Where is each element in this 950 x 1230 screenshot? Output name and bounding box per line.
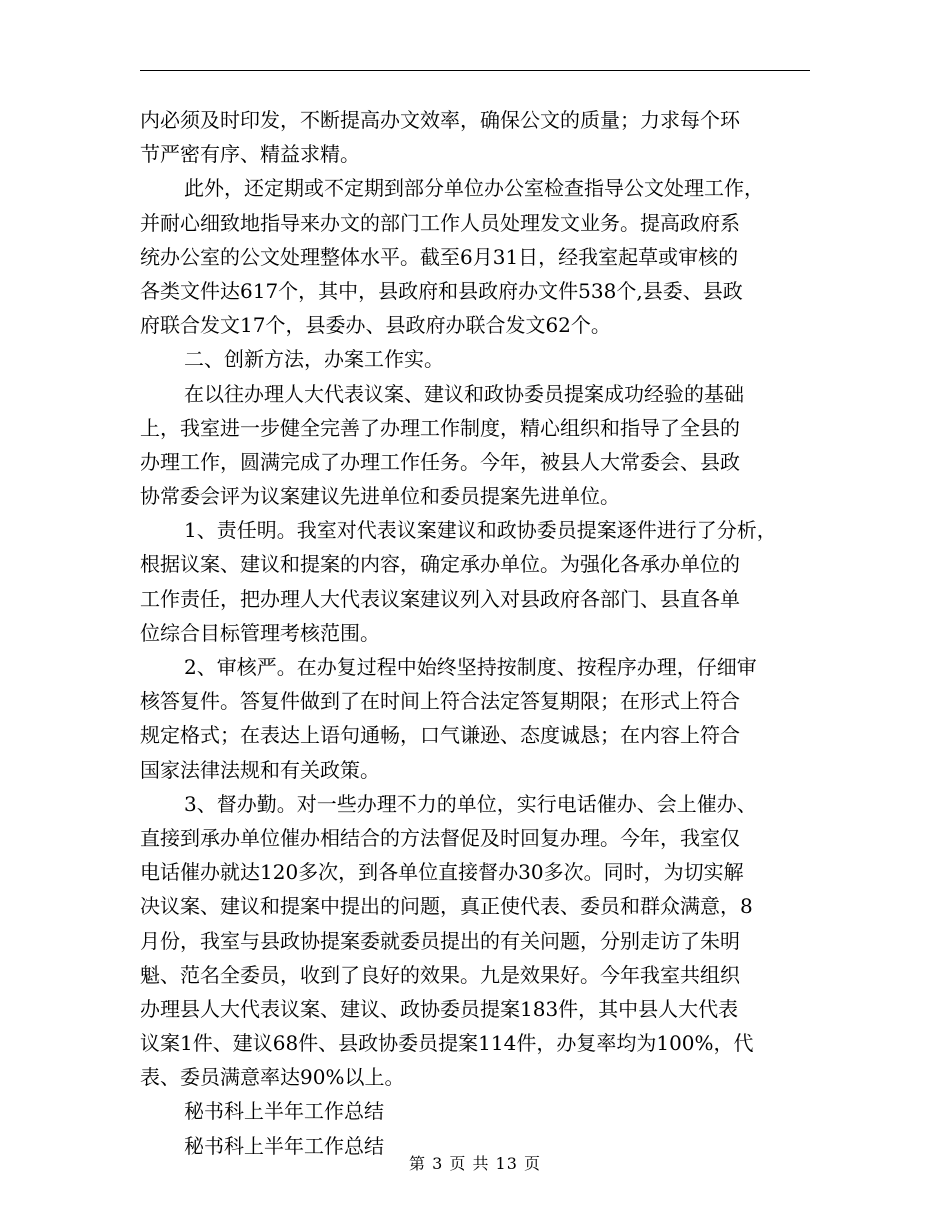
text-line: 协常委会评为议案建议先进单位和委员提案先进单位。 — [140, 484, 620, 509]
text-line: 统办公室的公文处理整体水平。截至6月31日，经我室起草或审核的 — [140, 244, 739, 269]
text-line: 在以往办理人大代表议案、建议和政协委员提案成功经验的基础 — [184, 381, 744, 406]
header-rule — [140, 70, 810, 71]
text-line: 二、创新方法，办案工作实。 — [184, 347, 444, 372]
text-line: 办理工作，圆满完成了办理工作任务。今年，被县人大常委会、县政 — [140, 449, 740, 474]
text-line: 并耐心细致地指导来办文的部门工作人员处理发文业务。提高政府系 — [140, 210, 740, 235]
text-line: 3、督办勤。对一些办理不力的单位，实行电话催办、会上催办、 — [184, 791, 757, 816]
text-line: 表、委员满意率达90%以上。 — [140, 1065, 405, 1090]
text-line: 位综合目标管理考核范围。 — [140, 620, 380, 645]
text-line: 各类文件达617个，其中，县政府和县政府办文件538个,县委、县政 — [140, 278, 743, 303]
text-line: 2、审核严。在办复过程中始终坚持按制度、按程序办理，仔细审 — [184, 655, 757, 679]
text-line: 工作责任，把办理人大代表议案建议列入对县政府各部门、县直各单 — [140, 586, 740, 611]
text-line: 府联合发文17个，县委办、县政府办联合发文62个。 — [140, 313, 611, 338]
text-line: 电话催办就达120多次，到各单位直接督办30多次。同时，为切实解 — [140, 860, 744, 885]
text-line: 规定格式；在表达上语句通畅，口气谦逊、态度诚恳；在内容上符合 — [140, 723, 740, 748]
text-line: 内必须及时印发，不断提高办文效率，确保公文的质量；力求每个环 — [140, 108, 740, 132]
document-body — [140, 103, 812, 1163]
text-line: 秘书科上半年工作总结 — [184, 1099, 384, 1124]
text-line: 办理县人大代表议案、建议、政协委员提案183件，其中县人大代表 — [140, 996, 739, 1021]
text-line: 月份，我室与县政协提案委就委员提出的有关问题，分别走访了朱明 — [140, 928, 740, 953]
text-line: 根据议案、建议和提案的内容，确定承办单位。为强化各承办单位的 — [140, 552, 740, 577]
text-line: 此外，还定期或不定期到部分单位办公室检查指导公文处理工作， — [184, 176, 764, 201]
text-line: 魁、范名全委员，收到了良好的效果。九是效果好。今年我室共组织 — [140, 962, 740, 987]
text-line: 国家法律法规和有关政策。 — [140, 757, 380, 782]
text-line: 直接到承办单位催办相结合的方法督促及时回复办理。今年，我室仅 — [140, 825, 740, 850]
text-line: 上，我室进一步健全完善了办理工作制度，精心组织和指导了全县的 — [140, 415, 740, 440]
text-line: 决议案、建议和提案中提出的问题，真正使代表、委员和群众满意，8 — [140, 894, 753, 919]
text-line: 议案1件、建议68件、县政协委员提案114件，办复率均为100%，代 — [140, 1031, 754, 1056]
text-line: 核答复件。答复件做到了在时间上符合法定答复期限；在形式上符合 — [140, 689, 740, 714]
text-line: 1、责任明。我室对代表议案建议和政协委员提案逐件进行了分析， — [184, 518, 777, 543]
text-line: 节严密有序、精益求精。 — [140, 142, 360, 167]
text-line: 秘书科上半年工作总结 — [184, 1133, 384, 1158]
page-number-footer: 第 3 页 共 13 页 — [409, 1154, 541, 1173]
